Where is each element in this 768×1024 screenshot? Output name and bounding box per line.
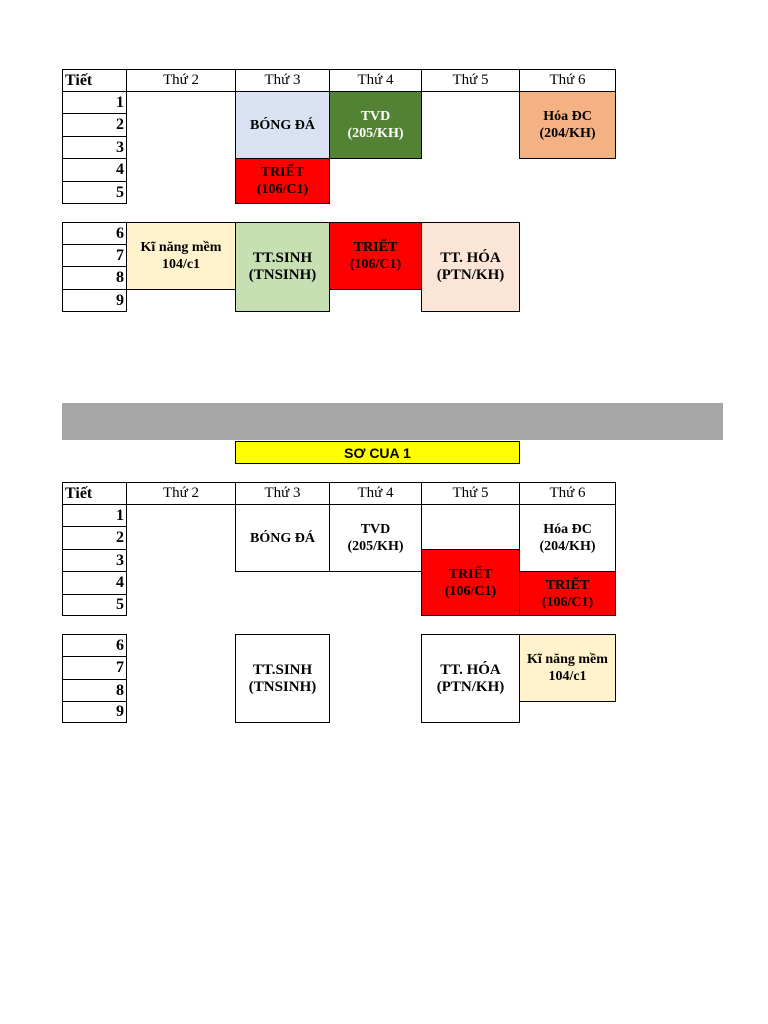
class-triet: TRIẾT (106/C1)	[421, 549, 520, 616]
class-triet: TRIẾT (106/C1)	[519, 571, 616, 616]
class-bong-da: BÓNG ĐÁ	[235, 91, 330, 159]
day-header-thu4: Thứ 4	[329, 69, 422, 92]
period-number: 9	[62, 701, 127, 723]
day-header-thu2: Thứ 2	[126, 482, 236, 505]
day-header-thu6: Thứ 6	[519, 69, 616, 92]
class-ki-nang-mem: Kĩ năng mềm 104/c1	[126, 222, 236, 290]
class-tt-hoa: TT. HÓA (PTN/KH)	[421, 222, 520, 312]
day-header-thu4: Thứ 4	[329, 482, 422, 505]
day-header-thu3: Thứ 3	[235, 69, 330, 92]
class-bong-da: BÓNG ĐÁ	[235, 504, 330, 572]
period-number: 7	[62, 656, 127, 680]
tiet-header: Tiết	[62, 69, 127, 92]
period-number: 6	[62, 222, 127, 245]
class-triet: TRIẾT (106/C1)	[329, 222, 422, 290]
period-number: 8	[62, 266, 127, 290]
class-hoa-dc: Hóa ĐC (204/KH)	[519, 504, 616, 572]
class-tt-hoa: TT. HÓA (PTN/KH)	[421, 634, 520, 723]
day-header-thu5: Thứ 5	[421, 482, 520, 505]
day-header-thu3: Thứ 3	[235, 482, 330, 505]
period-number: 4	[62, 571, 127, 595]
tiet-header: Tiết	[62, 482, 127, 505]
class-tt-sinh: TT.SINH (TNSINH)	[235, 634, 330, 723]
period-number: 3	[62, 549, 127, 572]
class-tvd: TVD (205/KH)	[329, 504, 422, 572]
period-number: 5	[62, 181, 127, 204]
period-number: 2	[62, 526, 127, 550]
class-tvd: TVD (205/KH)	[329, 91, 422, 159]
period-number: 1	[62, 504, 127, 527]
period-number: 7	[62, 244, 127, 267]
class-triet: TRIẾT (106/C1)	[235, 158, 330, 204]
period-number: 9	[62, 289, 127, 312]
period-number: 5	[62, 594, 127, 616]
period-number: 3	[62, 136, 127, 159]
period-number: 2	[62, 113, 127, 137]
period-number: 1	[62, 91, 127, 114]
class-ki-nang-mem: Kĩ năng mềm 104/c1	[519, 634, 616, 702]
day-header-thu2: Thứ 2	[126, 69, 236, 92]
period-number: 4	[62, 158, 127, 182]
day-header-thu6: Thứ 6	[519, 482, 616, 505]
period-number: 6	[62, 634, 127, 657]
period-number: 8	[62, 679, 127, 702]
day-header-thu5: Thứ 5	[421, 69, 520, 92]
class-hoa-dc: Hóa ĐC (204/KH)	[519, 91, 616, 159]
class-tt-sinh: TT.SINH (TNSINH)	[235, 222, 330, 312]
section-banner: SƠ CUA 1	[235, 441, 520, 464]
divider-band	[62, 403, 723, 440]
